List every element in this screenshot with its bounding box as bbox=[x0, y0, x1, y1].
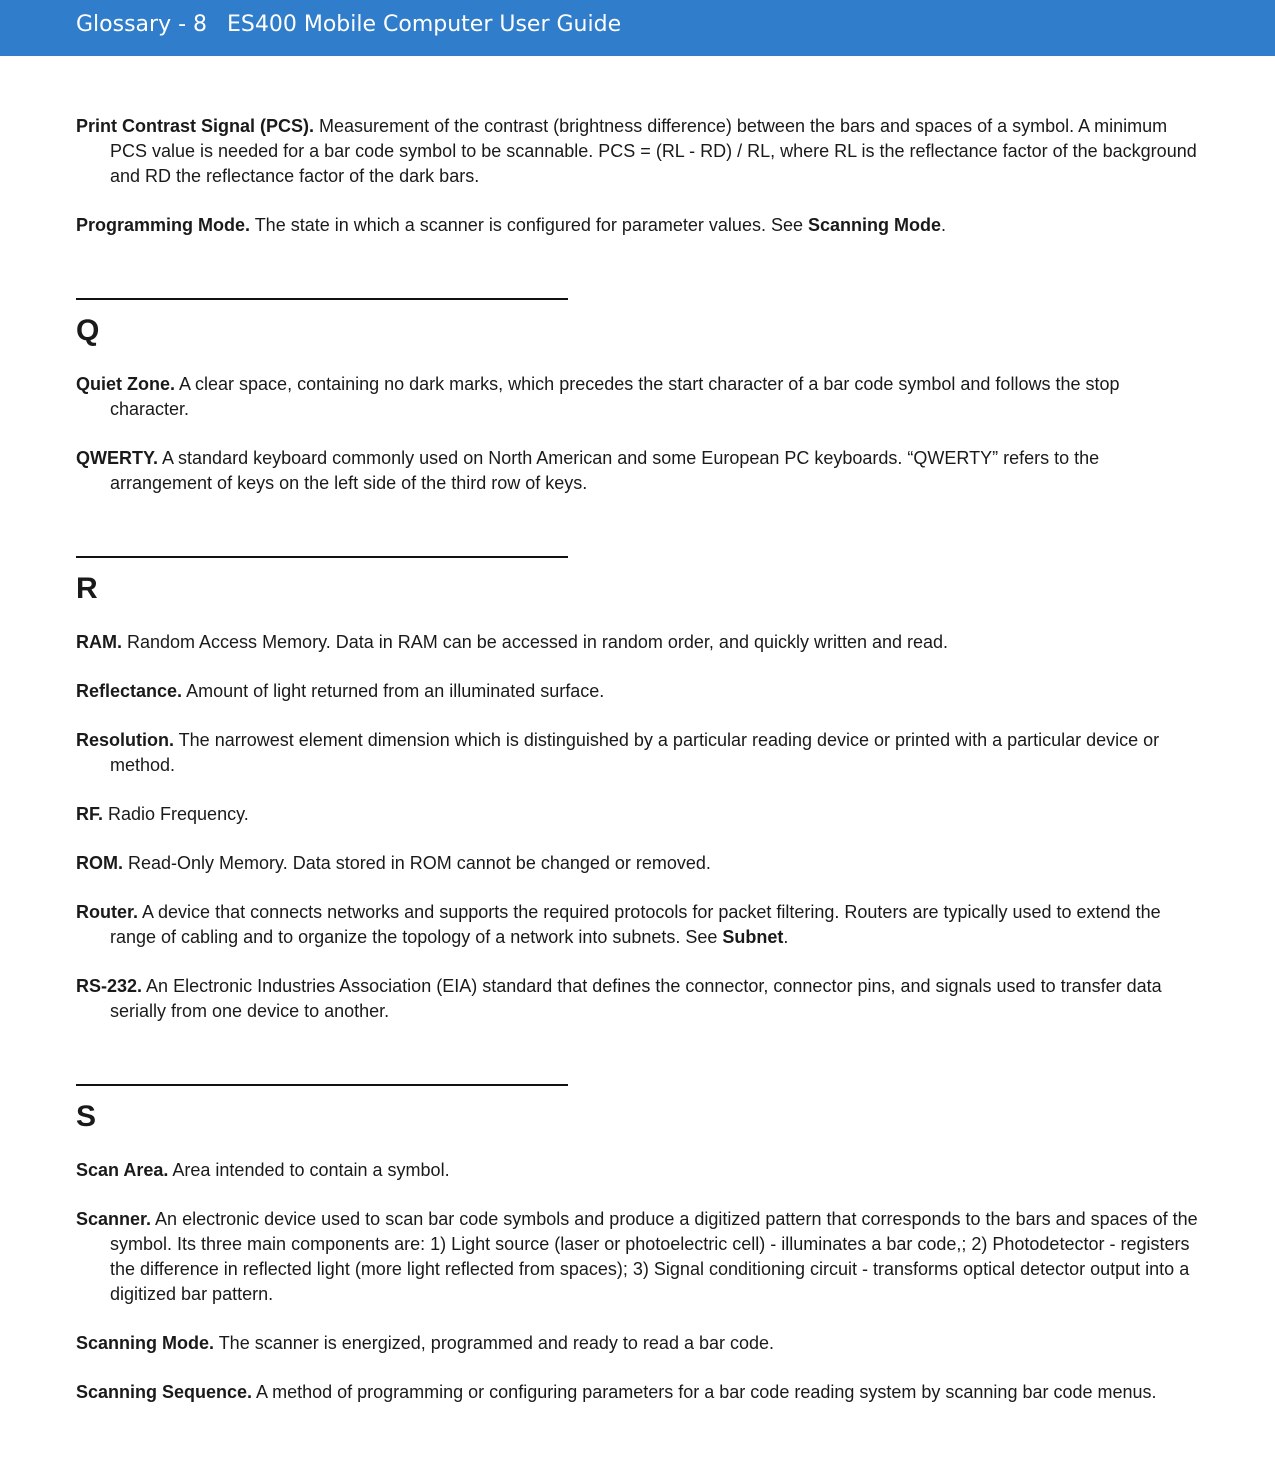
glossary-definition: The narrowest element dimension which is distinguished by a particular reading device or printed with a particular device or method. bbox=[110, 730, 1160, 775]
glossary-term: RAM. bbox=[76, 632, 122, 652]
glossary-definition: A method of programming or configuring parameters for a bar code reading system by scanning bar code menus. bbox=[252, 1382, 1157, 1402]
glossary-definition: An Electronic Industries Association (EIA) standard that defines the connector, connector pins, and signals used to transfer data serially from one device to another. bbox=[110, 976, 1162, 1021]
section-divider bbox=[76, 298, 568, 300]
section-q bbox=[76, 298, 1201, 496]
glossary-term: Programming Mode. bbox=[76, 215, 251, 235]
glossary-definition: The state in which a scanner is configured for parameter values. See bbox=[250, 215, 808, 235]
glossary-entry bbox=[76, 851, 1201, 876]
glossary-term: RS-232. bbox=[76, 976, 143, 996]
glossary-entry bbox=[76, 372, 1201, 422]
glossary-definition: Measurement of the contrast (brightness difference) between the bars and spaces of a symbol. A minimum PCS value is needed for a bar code symbol to be scannable. PCS = (RL - RD) / RL, where RL is the reflectance factor of the background and RD the reflectance factor of the dark bars. bbox=[110, 116, 1197, 186]
glossary-definition: Read-Only Memory. Data stored in ROM cannot be changed or removed. bbox=[123, 853, 711, 873]
section-s bbox=[76, 1084, 1201, 1405]
section-r bbox=[76, 556, 1201, 1024]
glossary-term: Scanning Sequence. bbox=[76, 1382, 253, 1402]
glossary-entry bbox=[76, 114, 1201, 189]
glossary-definition: An electronic device used to scan bar code symbols and produce a digitized pattern that corresponds to the bars and spaces of the symbol. Its three main components are: 1) Light source (laser or photoelectric cell) - illuminates a bar code,; 2) Photodetector - registers the difference in reflected light (more light reflected from spaces); 3) Signal conditioning circuit - transforms optical detector output into a digitized bar pattern. bbox=[110, 1209, 1198, 1304]
glossary-entry bbox=[76, 728, 1201, 778]
glossary-term: RF. bbox=[76, 804, 103, 824]
glossary-entry bbox=[76, 1380, 1201, 1405]
glossary-entry bbox=[76, 1158, 1201, 1183]
page-header bbox=[0, 0, 1275, 56]
glossary-entry bbox=[76, 213, 1201, 238]
glossary-definition: The scanner is energized, programmed and ready to read a bar code. bbox=[214, 1333, 775, 1353]
glossary-term: Scan Area. bbox=[76, 1160, 169, 1180]
cross-reference: Scanning Mode bbox=[807, 215, 941, 235]
glossary-term: Scanner. bbox=[76, 1209, 152, 1229]
cross-reference: Subnet bbox=[722, 927, 784, 947]
glossary-definition: Radio Frequency. bbox=[103, 804, 249, 824]
glossary-entry bbox=[76, 974, 1201, 1024]
section-divider bbox=[76, 1084, 568, 1086]
glossary-entry bbox=[76, 679, 1201, 704]
glossary-term: Print Contrast Signal (PCS). bbox=[76, 116, 315, 136]
page-number-label: Glossary - 8 bbox=[76, 12, 208, 37]
glossary-term: Scanning Mode. bbox=[76, 1333, 215, 1353]
glossary-definition-tail: . bbox=[941, 215, 947, 235]
glossary-term: ROM. bbox=[76, 853, 123, 873]
glossary-term: Reflectance. bbox=[76, 681, 183, 701]
glossary-entry bbox=[76, 802, 1201, 827]
glossary-term: Router. bbox=[76, 902, 139, 922]
section-letter: S bbox=[76, 1100, 97, 1133]
glossary-definition: Amount of light returned from an illuminated surface. bbox=[182, 681, 605, 701]
document-title: ES400 Mobile Computer User Guide bbox=[227, 12, 622, 37]
section-letter: Q bbox=[76, 314, 100, 347]
glossary-definition-tail: . bbox=[783, 927, 789, 947]
glossary-entry bbox=[76, 446, 1201, 496]
glossary-definition: Random Access Memory. Data in RAM can be accessed in random order, and quickly written and read. bbox=[122, 632, 949, 652]
glossary-definition: A standard keyboard commonly used on North American and some European PC keyboards. “QWERTY” refers to the arrangement of keys on the left side of the third row of keys. bbox=[110, 448, 1100, 493]
glossary-entry bbox=[76, 1331, 1201, 1356]
glossary-term: Quiet Zone. bbox=[76, 374, 175, 394]
glossary-term: Resolution. bbox=[76, 730, 174, 750]
glossary-definition: Area intended to contain a symbol. bbox=[168, 1160, 450, 1180]
glossary-content bbox=[76, 114, 1201, 1429]
glossary-entry bbox=[76, 630, 1201, 655]
glossary-entry bbox=[76, 1207, 1201, 1307]
section-letter: R bbox=[76, 572, 98, 605]
section-divider bbox=[76, 556, 568, 558]
glossary-definition: A device that connects networks and supports the required protocols for packet filtering. Routers are typically used to extend the range of cabling and to organize the topology of a network into subnets. See bbox=[110, 902, 1161, 947]
glossary-term: QWERTY. bbox=[76, 448, 159, 468]
glossary-definition: A clear space, containing no dark marks, which precedes the start character of a bar code symbol and follows the stop character. bbox=[110, 374, 1120, 419]
glossary-entry bbox=[76, 900, 1201, 950]
